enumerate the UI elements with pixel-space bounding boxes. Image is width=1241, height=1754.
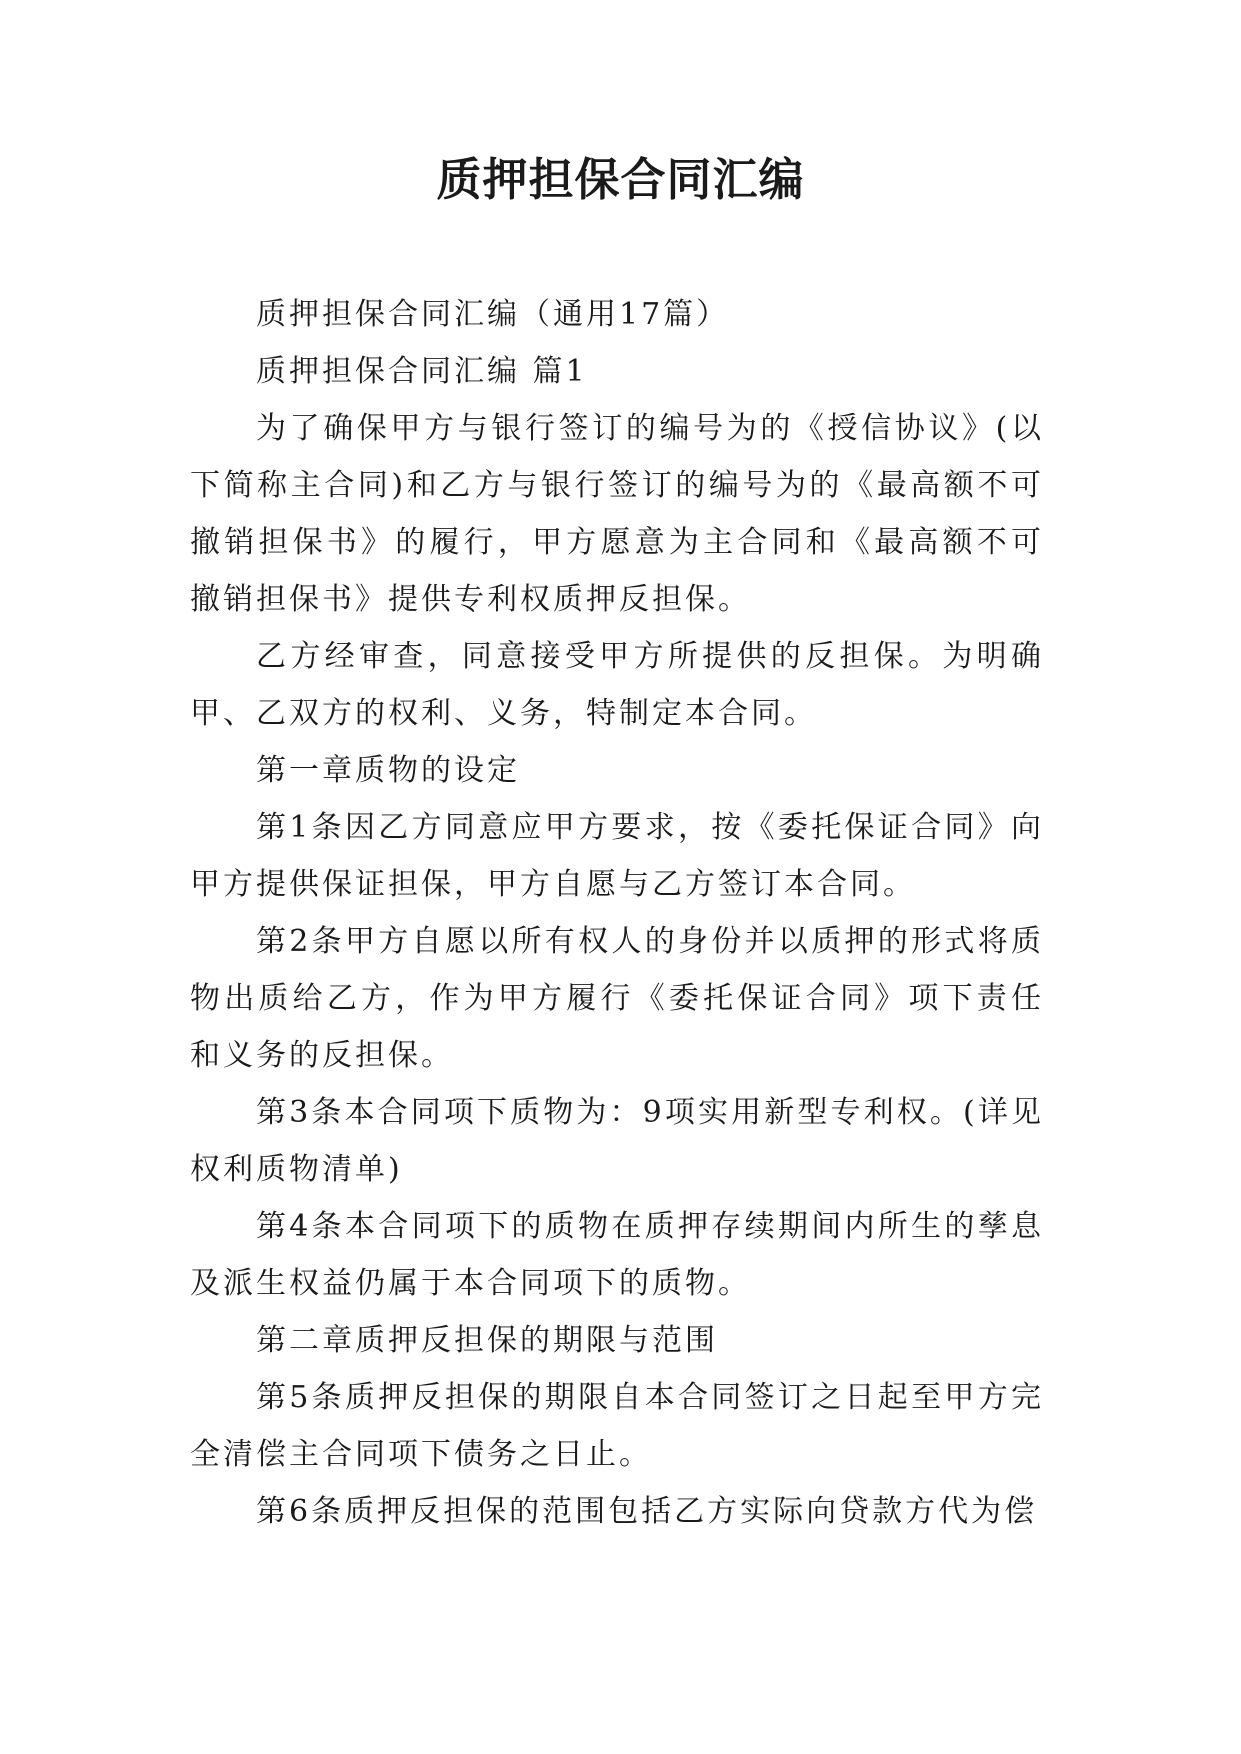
document-body	[190, 286, 1044, 1540]
clause-2: 第2条甲方自愿以所有权人的身份并以质押的形式将质物出质给乙方，作为甲方履行《委托保证合同》项下责任和义务的反担保。	[190, 924, 1044, 1073]
paragraph-article-heading: 质押担保合同汇编 篇1	[256, 354, 588, 389]
paragraph-preamble: 为了确保甲方与银行签订的编号为的《授信协议》(以下简称主合同)和乙方与银行签订的编号为的《最高额不可撤销担保书》的履行，甲方愿意为主合同和《最高额不可撤销担保书》提供专利权质押反担保。	[190, 411, 1044, 617]
paragraph-acceptance: 乙方经审查，同意接受甲方所提供的反担保。为明确甲、乙双方的权利、义务，特制定本合同。	[190, 639, 1044, 731]
chapter-2-heading: 第二章质押反担保的期限与范围	[256, 1323, 718, 1358]
clause-6: 第6条质押反担保的范围包括乙方实际向贷款方代为偿	[256, 1494, 1038, 1529]
clause-4: 第4条本合同项下的质物在质押存续期间内所生的孳息及派生权益仍属于本合同项下的质物。	[190, 1209, 1044, 1301]
paragraph-collection-heading: 质押担保合同汇编（通用17篇）	[256, 297, 730, 332]
clause-3: 第3条本合同项下质物为：9项实用新型专利权。(详见权利质物清单)	[190, 1095, 1044, 1187]
clause-5: 第5条质押反担保的期限自本合同签订之日起至甲方完全清偿主合同项下债务之日止。	[190, 1380, 1044, 1472]
document-title: 质押担保合同汇编	[436, 153, 805, 206]
clause-1: 第1条因乙方同意应甲方要求，按《委托保证合同》向甲方提供保证担保，甲方自愿与乙方签订本合同。	[190, 810, 1044, 902]
chapter-1-heading: 第一章质物的设定	[256, 753, 520, 788]
